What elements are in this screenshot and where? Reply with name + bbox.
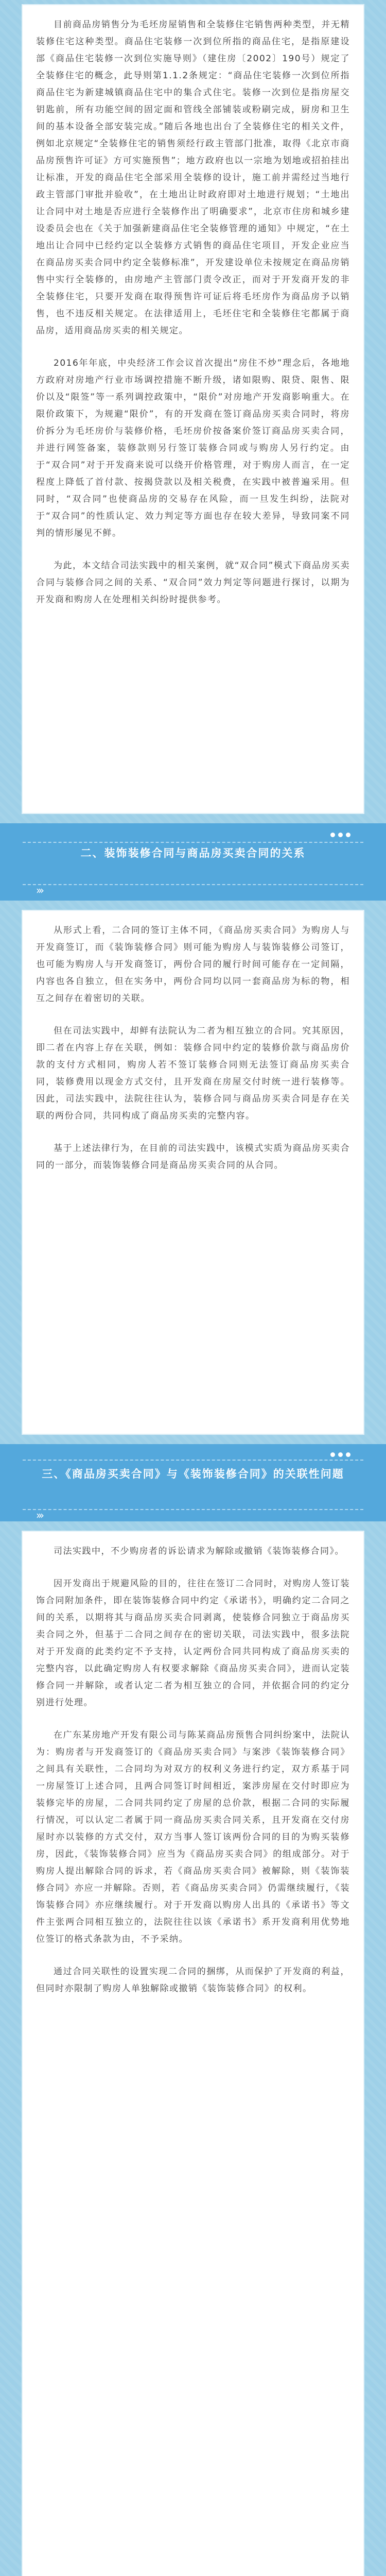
paragraph: 但在司法实践中，却鲜有法院认为二者为相互独立的合同。究其原因，即二者在内容上存在关联，例如：装修合同中约定的装修价款与商品房价款的支付方式相同，购房人若不签订装修合同则无法签订商品房买卖合同，装修费用以现金方式交付，且开发商在房屋交付时统一进行装修等。因此，司法实践中，法院往往认为，装修合同与商品房买卖合同是存在关联的两份合同，共同构成了商品房买卖的完整内容。: [36, 1026, 350, 1121]
dots-decoration-icon: [330, 829, 360, 838]
section-banner-3: [0, 1444, 386, 1521]
paragraph: 司法实践中，不少购房者的诉讼请求为解除或撤销《装饰装修合同》。: [54, 1546, 344, 1556]
paragraph: 为此，本文结合司法实践中的相关案例，就“双合同”模式下商品房买卖合同与装修合同之间的关系、“双合同”效力判定等问题进行探讨，以期为开发商和购房人在处理相关纠纷时提供参考。: [36, 561, 350, 605]
section-card-2: [23, 911, 363, 1434]
paragraph: 目前商品房销售分为毛坯房屋销售和全装修住宅销售两种类型，并无精装修住宅这种类型。商品住宅装修一次到位所指的商品住宅，是指原建设部《商品住宅装修一次到位实施导则》（建住房〔2002〕190号）规定了全装修住宅的概念，此导则第1.1.2条规定：“商品住宅装修一次到位所指商品住宅为新建城镇商品住宅中的集合式住宅。装修一次到位是指房屋交钥匙前，所有功能空间的固定面和管线全部铺装或粉刷完成，厨房和卫生间的基本设备全部安装完成。”随后各地也出台了全装修住宅的相关文件，例如北京规定“全装修住宅的销售须经行政主管部门批准，取得《北京市商品房预售许可证》方可实施预售”；地方政府也以一宗地为划地或招拍挂出让标准，开发的商品住宅全部采用全装修的设计，施工前并需经过当地行政主管部门审批并验收”，在土地出让时政府即对土地进行规划；“土地出让合同中对土地是否应进行全装修作出了明确要求”，北京市住房和城乡建设委员会也在《关于加强新建商品住宅全装修管理的通知》中规定，“在土地出让合同中已经约定以全装修方式销售的商品住宅项目，开发企业应当在商品房买卖合同中约定全装修标准”，开发建设单位未按规定在商品房销售中实行全装修的，由房地产主管部门责令改正，而对于开发商开发的非全装修住宅，只要开发商在取得预售许可证后将毛坯房作为商品房予以销售，也不违反相关规定。在法律适用上，毛坯住宅和全装修住宅都属于商品房，适用商品房买卖的相关规定。: [36, 20, 350, 336]
paragraph: 在广东某房地产开发有限公司与陈某商品房预售合同纠纷案中，法院认为：购房者与开发商签订的《商品房买卖合同》与案涉《装饰装修合同》之间具有关联性，二合同均为对双方的权利义务进行约定，双方系基于同一房屋签订上述合同，且两合同签订时间相近，案涉房屋在交付时即应为装修完毕的房屋，二合同共同约定了房屋的总价款，根据二合同的实际履行情况，可以认定二者属于同一商品房买卖合同关系，且开发商在交付房屋时亦以装修的方式交付，双方当事人签订该两份合同的目的为购买装修房，因此，《装饰装修合同》应当为《商品房买卖合同》的组成部分。对于购房人提出解除合同的诉求，若《商品房买卖合同》被解除，则《装饰装修合同》亦应一并解除。否则，若《商品房买卖合同》仍需继续履行，《装饰装修合同》亦应继续履行。对于开发商以购房人出具的《承诺书》等文件主张两合同相互独立的，法院往往以该《承诺书》系开发商利用优势地位签订的格式条款为由，不予采纳。: [36, 1730, 350, 1944]
paragraph: 通过合同关联性的设置实现二合同的捆绑，从而保护了开发商的利益，但同时亦限制了购房人单独解除或撤销《装饰装修合同》的权利。: [36, 1967, 350, 1994]
chevrons-decoration-icon: ›››: [36, 1509, 42, 1521]
section-banner-2: [0, 823, 386, 901]
paragraph: 2016年年底，中央经济工作会议首次提出“房住不炒”理念后，各地地方政府对房地产行业市场调控措施不断升级，诸如限购、限贷、限售、限价以及“限签”等一系列调控政策中，“限价”对房地产开发商影响重大。在限价政策下，为规避“限价”，有的开发商在签订商品房买卖合同时，将房价拆分为毛坯房价与装修价格，毛坯房价按备案价签订商品房买卖合同，并进行网签备案，装修款则另行签订装修合同或与购房人另行约定。由于“双合同”对于开发商来说可以绕开价格管理，对于购房人而言，在一定程度上降低了首付款、按揭贷款以及相关税费，在实践中被普遍采用。但同时，“双合同”也使商品房的交易存在风险，而一旦发生纠纷，法院对于“双合同”的性质认定、效力判定等方面也存在较大差异，导致同案不同判的情形屡见不鲜。: [36, 358, 350, 538]
section-heading: 二、装饰装修合同与商品房买卖合同的关系: [80, 847, 306, 859]
paragraph: 基于上述法律行为，在目前的司法实践中，该模式实质为商品房买卖合同的一部分，而装饰装修合同是商品房买卖合同的从合同。: [36, 1143, 350, 1171]
chevrons-decoration-icon: ›››: [36, 884, 42, 896]
section-heading: 三、《商品房买卖合同》与《装饰装修合同》的关联性问题: [42, 1468, 344, 1480]
paragraph: 因开发商出于规避风险的目的，往往在签订二合同时，对购房人签订装饰合同附加条件，即在装饰装修合同中约定《承诺书》，明确约定二合同之间的关系，以期将其与商品房买卖合同剥离，使装修合同独立于商品房买卖合同之外，但基于二合同之间存在的密切关联，司法实践中，很多法院对于开发商的此类约定不予支持，认定两份合同共同构成了商品房买卖的完整内容，以此确定购房人有权要求解除《商品房买卖合同》，进而认定装修合同一并解除，或者认定二者为相互独立的合同，并依据合同的约定分别进行处理。: [36, 1579, 350, 1708]
dots-decoration-icon: [330, 1449, 360, 1458]
section-card-1: [23, 5, 363, 813]
section-card-3: [23, 1532, 363, 2576]
paragraph: 从形式上看，二合同的签订主体不同，《商品房买卖合同》为购房人与开发商签订，而《装饰装修合同》则可能为购房人与装饰装修公司签订，也可能为购房人与开发商签订，两份合同的履行时间可能存在一定间隔，内容也各自独立，但在实务中，两份合同均以同一套商品房为标的物，相互之间存在着密切的关联。: [36, 925, 350, 1004]
